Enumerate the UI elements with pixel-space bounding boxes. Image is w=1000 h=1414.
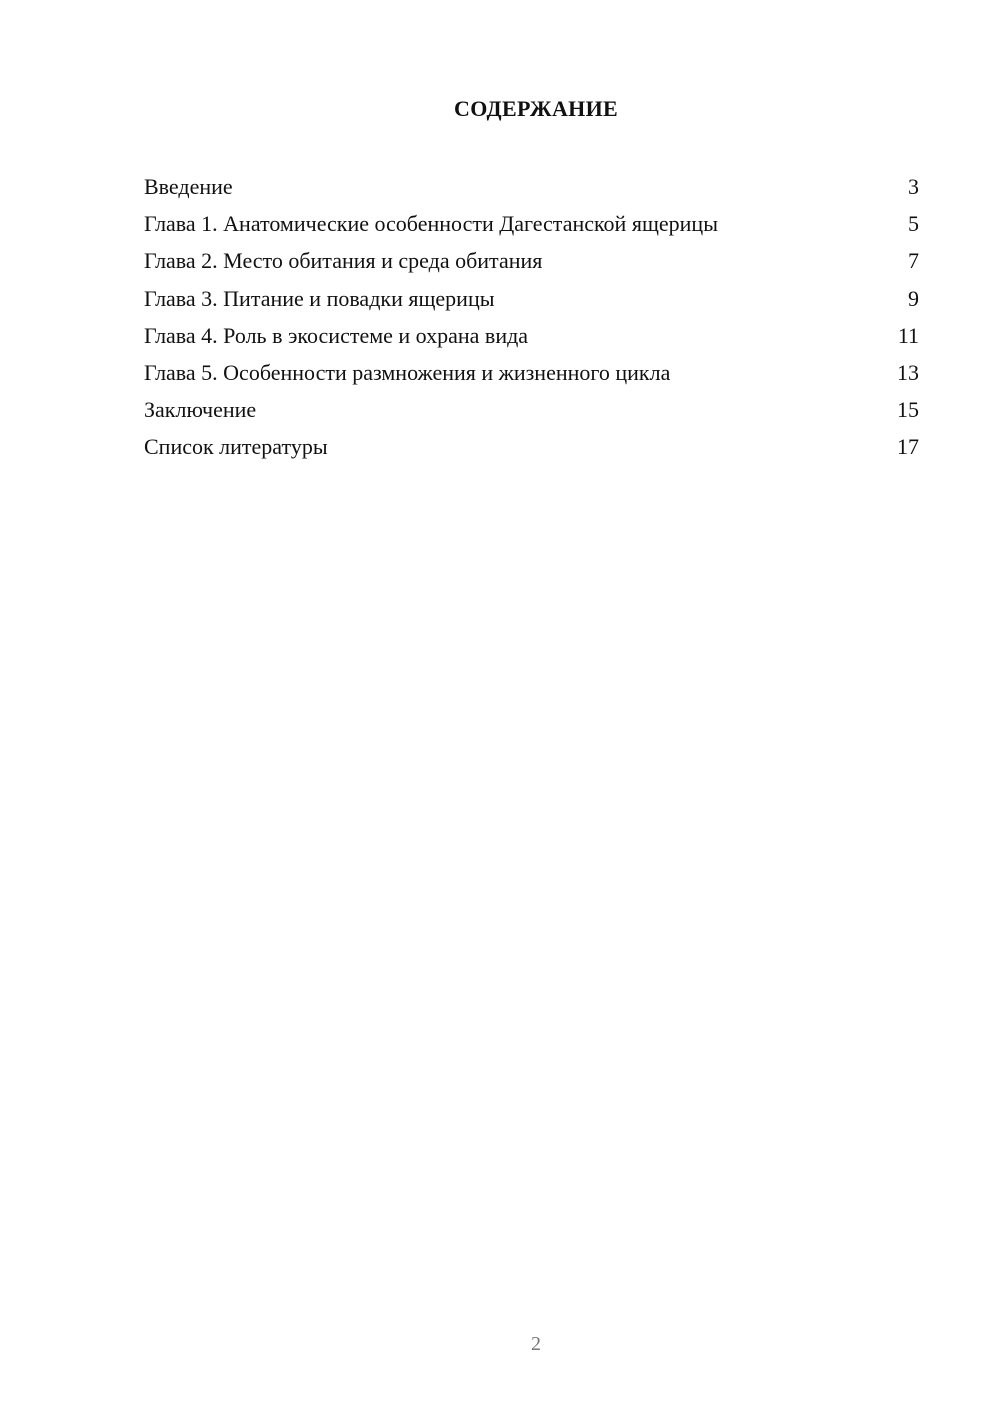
toc-entry-label: Заключение [144,397,257,423]
toc-entry-page: 9 [908,285,919,311]
toc-entry-label: Глава 3. Питание и повадки ящерицы [144,285,495,311]
toc-entry-label: Глава 1. Анатомические особенности Дагестанской ящерицы [144,211,718,237]
toc-entry [144,317,919,354]
toc-entry-page: 11 [897,322,919,348]
toc-entry-label: Глава 4. Роль в экосистеме и охрана вида [144,322,529,348]
toc-entry-label: Введение [144,174,233,199]
toc-entry-label: Глава 2. Место обитания и среда обитания [144,248,543,274]
toc-entry-page: 7 [908,248,919,274]
toc-entry-page: 15 [897,397,919,423]
page-number: 2 [531,1333,541,1355]
toc-entry [144,280,919,317]
toc-entry [144,391,919,428]
toc-entry-page: 5 [908,211,919,237]
toc-entry-page: 17 [897,434,919,460]
toc-entry [144,242,919,279]
toc-entry [144,205,919,242]
table-of-contents [144,168,919,466]
toc-entry-label: Список литературы [144,434,328,460]
page-title: СОДЕРЖАНИЕ [454,96,618,121]
toc-entry-page: 13 [897,359,919,385]
toc-entry [144,428,919,465]
toc-entry [144,354,919,391]
toc-entry-label: Глава 5. Особенности размножения и жизненного цикла [144,359,671,385]
toc-entry [144,168,919,205]
toc-entry-page: 3 [908,174,919,199]
